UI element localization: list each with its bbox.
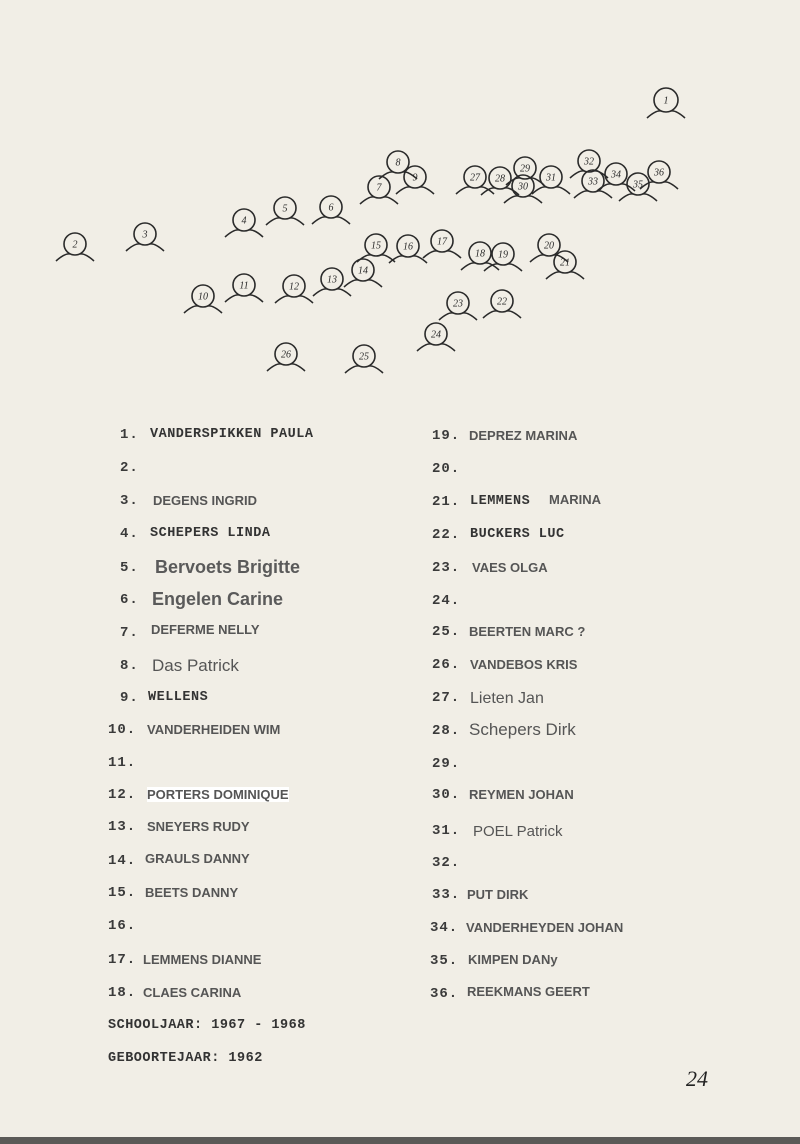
- person-number-label: 12: [289, 281, 299, 293]
- person-number-label: 34: [611, 169, 621, 181]
- person-marker-15: [357, 234, 395, 262]
- person-marker-9: [396, 166, 434, 194]
- page-bottom-edge: [0, 1137, 800, 1144]
- person-number-label: 15: [371, 240, 381, 252]
- person-marker-8: [379, 151, 417, 179]
- class-photo-key-diagram: [0, 0, 800, 400]
- person-number-label: 32: [584, 156, 594, 168]
- person-number-label: 1: [663, 95, 669, 107]
- person-number-label: 4: [241, 215, 247, 227]
- person-marker-14: [344, 259, 382, 287]
- page-number: 24: [686, 1066, 708, 1091]
- person-number-label: 10: [198, 291, 208, 303]
- person-number-label: 22: [497, 296, 507, 308]
- person-marker-4: [225, 209, 263, 237]
- person-number-label: 29: [520, 163, 530, 175]
- person-number-label: 19: [498, 249, 508, 261]
- person-marker-3: [126, 223, 164, 251]
- person-number-label: 2: [72, 239, 78, 251]
- person-marker-7: [360, 176, 398, 204]
- person-number-label: 24: [431, 329, 441, 341]
- person-marker-10: [184, 285, 222, 313]
- person-marker-18: [461, 242, 499, 270]
- person-number-label: 16: [403, 241, 413, 253]
- person-number-label: 27: [470, 172, 480, 184]
- person-marker-1: [647, 88, 685, 118]
- person-number-label: 35: [633, 179, 643, 191]
- person-marker-26: [267, 343, 305, 371]
- person-marker-36: [640, 161, 678, 189]
- person-marker-17: [423, 230, 461, 258]
- person-marker-13: [313, 268, 351, 296]
- person-number-label: 3: [142, 229, 148, 241]
- person-number-label: 7: [376, 182, 382, 194]
- person-marker-24: [417, 323, 455, 351]
- person-marker-12: [275, 275, 313, 303]
- person-number-label: 8: [395, 157, 401, 169]
- person-marker-35: [619, 173, 657, 201]
- person-number-label: 9: [412, 172, 418, 184]
- person-number-label: 20: [544, 240, 554, 252]
- person-number-label: 13: [327, 274, 337, 286]
- person-number-label: 28: [495, 173, 505, 185]
- person-marker-16: [389, 235, 427, 263]
- person-number-label: 31: [546, 172, 556, 184]
- person-number-label: 23: [453, 298, 463, 310]
- person-marker-6: [312, 196, 350, 224]
- person-number-label: 36: [654, 167, 664, 179]
- person-number-label: 21: [560, 257, 570, 269]
- birth-year: GEBOORTEJAAR: 1962: [108, 1051, 263, 1066]
- person-marker-22: [483, 290, 521, 318]
- person-number-label: 33: [588, 176, 598, 188]
- person-marker-23: [439, 292, 477, 320]
- person-marker-25: [345, 345, 383, 373]
- person-number-label: 14: [358, 265, 368, 277]
- person-number-label: 5: [282, 203, 288, 215]
- person-number-label: 11: [239, 280, 249, 292]
- person-number-label: 26: [281, 349, 291, 361]
- person-number-label: 6: [328, 202, 334, 214]
- person-number-label: 25: [359, 351, 369, 363]
- person-marker-5: [266, 197, 304, 225]
- person-number-label: 17: [437, 236, 447, 248]
- school-year: SCHOOLJAAR: 1967 - 1968: [108, 1018, 306, 1033]
- person-marker-2: [56, 233, 94, 261]
- person-number-label: 30: [518, 181, 528, 193]
- person-number-label: 18: [475, 248, 485, 260]
- person-marker-11: [225, 274, 263, 302]
